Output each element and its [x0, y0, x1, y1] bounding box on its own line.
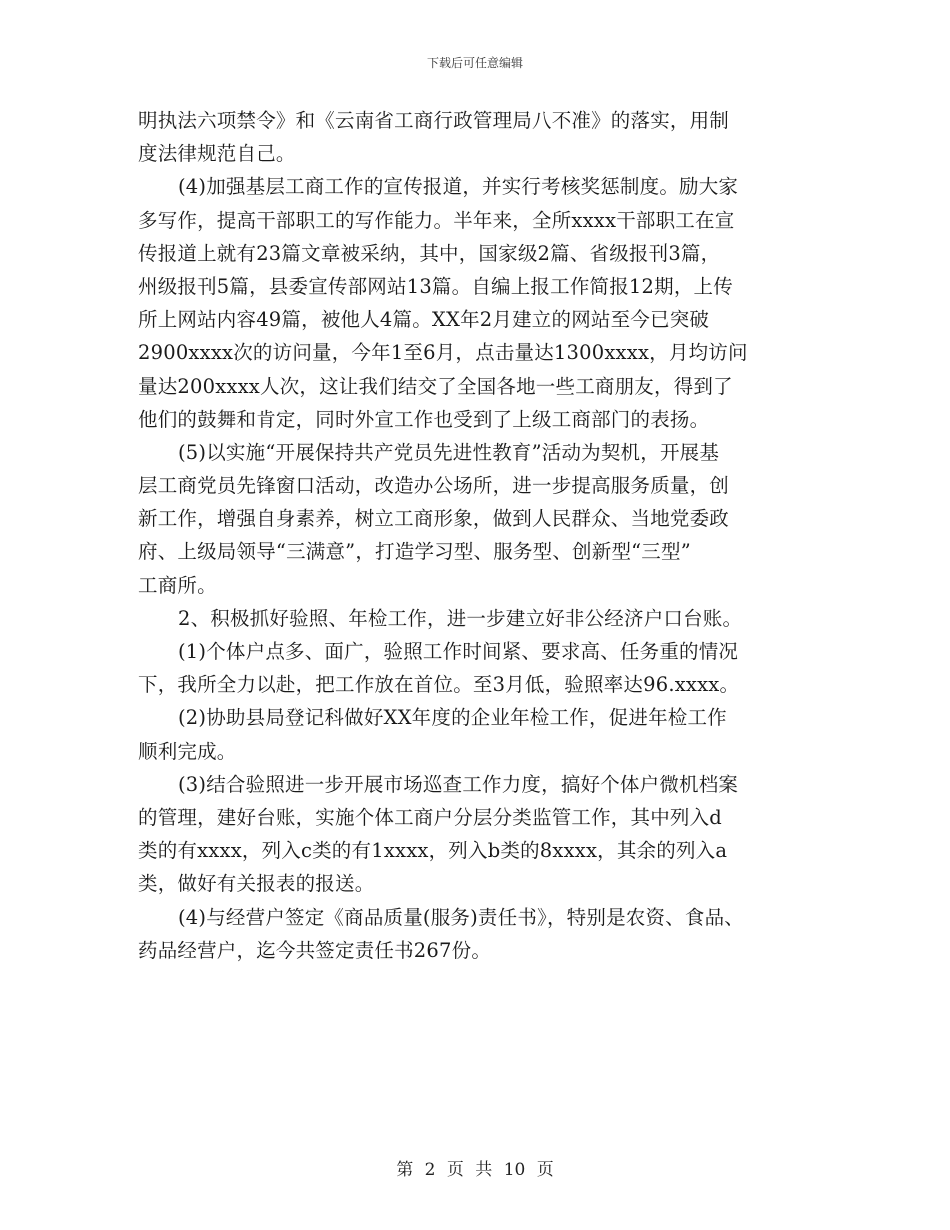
text-line: 的管理，建好台账，实施个体工商户分层分类监管工作，其中列入d [138, 805, 722, 829]
text-line: 明执法六项禁令》和《云南省工商行政管理局八不准》的落实，用制 [138, 109, 730, 132]
text-line: 工商所。 [138, 573, 217, 597]
paragraph-start: (2)协助县局登记科做好XX年度的企业年检工作，促进年检工作 [178, 706, 727, 730]
text-line: 量达200xxxx人次，这让我们结交了全国各地一些工商朋友，得到了 [138, 374, 733, 398]
text-line: 2900xxxx次的访问量，今年1至6月，点击量达1300xxxx，月均访问 [138, 341, 748, 365]
text-line: 州级报刊5篇，县委宣传部网站13篇。自编上报工作简报12期，上传 [138, 274, 733, 298]
paragraph-start: (4)与经营户签定《商品质量(服务)责任书》，特别是农资、食品、 [178, 905, 744, 929]
text-line: 多写作，提高干部职工的写作能力。半年来，全所xxxx干部职工在宣 [138, 208, 735, 232]
paragraph-start: (5)以实施“开展保持共产党员先进性教育”活动为契机，开展基 [178, 440, 720, 464]
text-line: 度法律规范自己。 [138, 142, 296, 166]
page-number: 第 2 页 共 10 页 [396, 1160, 554, 1180]
text-line: 顺利完成。 [138, 739, 237, 763]
text-line: 层工商党员先锋窗口活动，改造办公场所，进一步提高服务质量，创 [138, 474, 730, 498]
paragraph-start: (4)加强基层工商工作的宣传报道，并实行考核奖惩制度。励大家 [178, 175, 739, 199]
text-line: 类的有xxxx，列入c类的有1xxxx，列入b类的8xxxx，其余的列入a [138, 839, 728, 863]
text-line: 新工作，增强自身素养，树立工商形象，做到人民群众、当地党委政 [138, 507, 730, 531]
paragraph-start: (3)结合验照进一步开展市场巡查工作力度，搞好个体户微机档案 [178, 772, 739, 796]
text-line: 所上网站内容49篇，被他人4篇。XX年2月建立的网站至今已突破 [138, 308, 710, 332]
text-line: 药品经营户，迄今共签定责任书267份。 [138, 938, 492, 962]
document-body [138, 104, 818, 967]
text-line: 传报道上就有23篇文章被采纳，其中，国家级2篇、省级报刊3篇， [138, 241, 721, 265]
text-line: 下，我所全力以赴，把工作放在首位。至3月低，验照率达96.xxxx。 [138, 673, 740, 697]
text-line: 类，做好有关报表的报送。 [138, 872, 375, 896]
text-line: 府、上级局领导“三满意”，打造学习型、服务型、创新型“三型” [138, 540, 691, 564]
section-heading: 2、积极抓好验照、年检工作，进一步建立好非公经济户口台账。 [178, 606, 743, 630]
page-header: 下载后可任意编辑 [426, 56, 523, 70]
text-line: 他们的鼓舞和肯定，同时外宣工作也受到了上级工商部门的表扬。 [138, 407, 710, 431]
paragraph-start: (1)个体户点多、面广，验照工作时间紧、要求高、任务重的情况 [178, 640, 739, 663]
